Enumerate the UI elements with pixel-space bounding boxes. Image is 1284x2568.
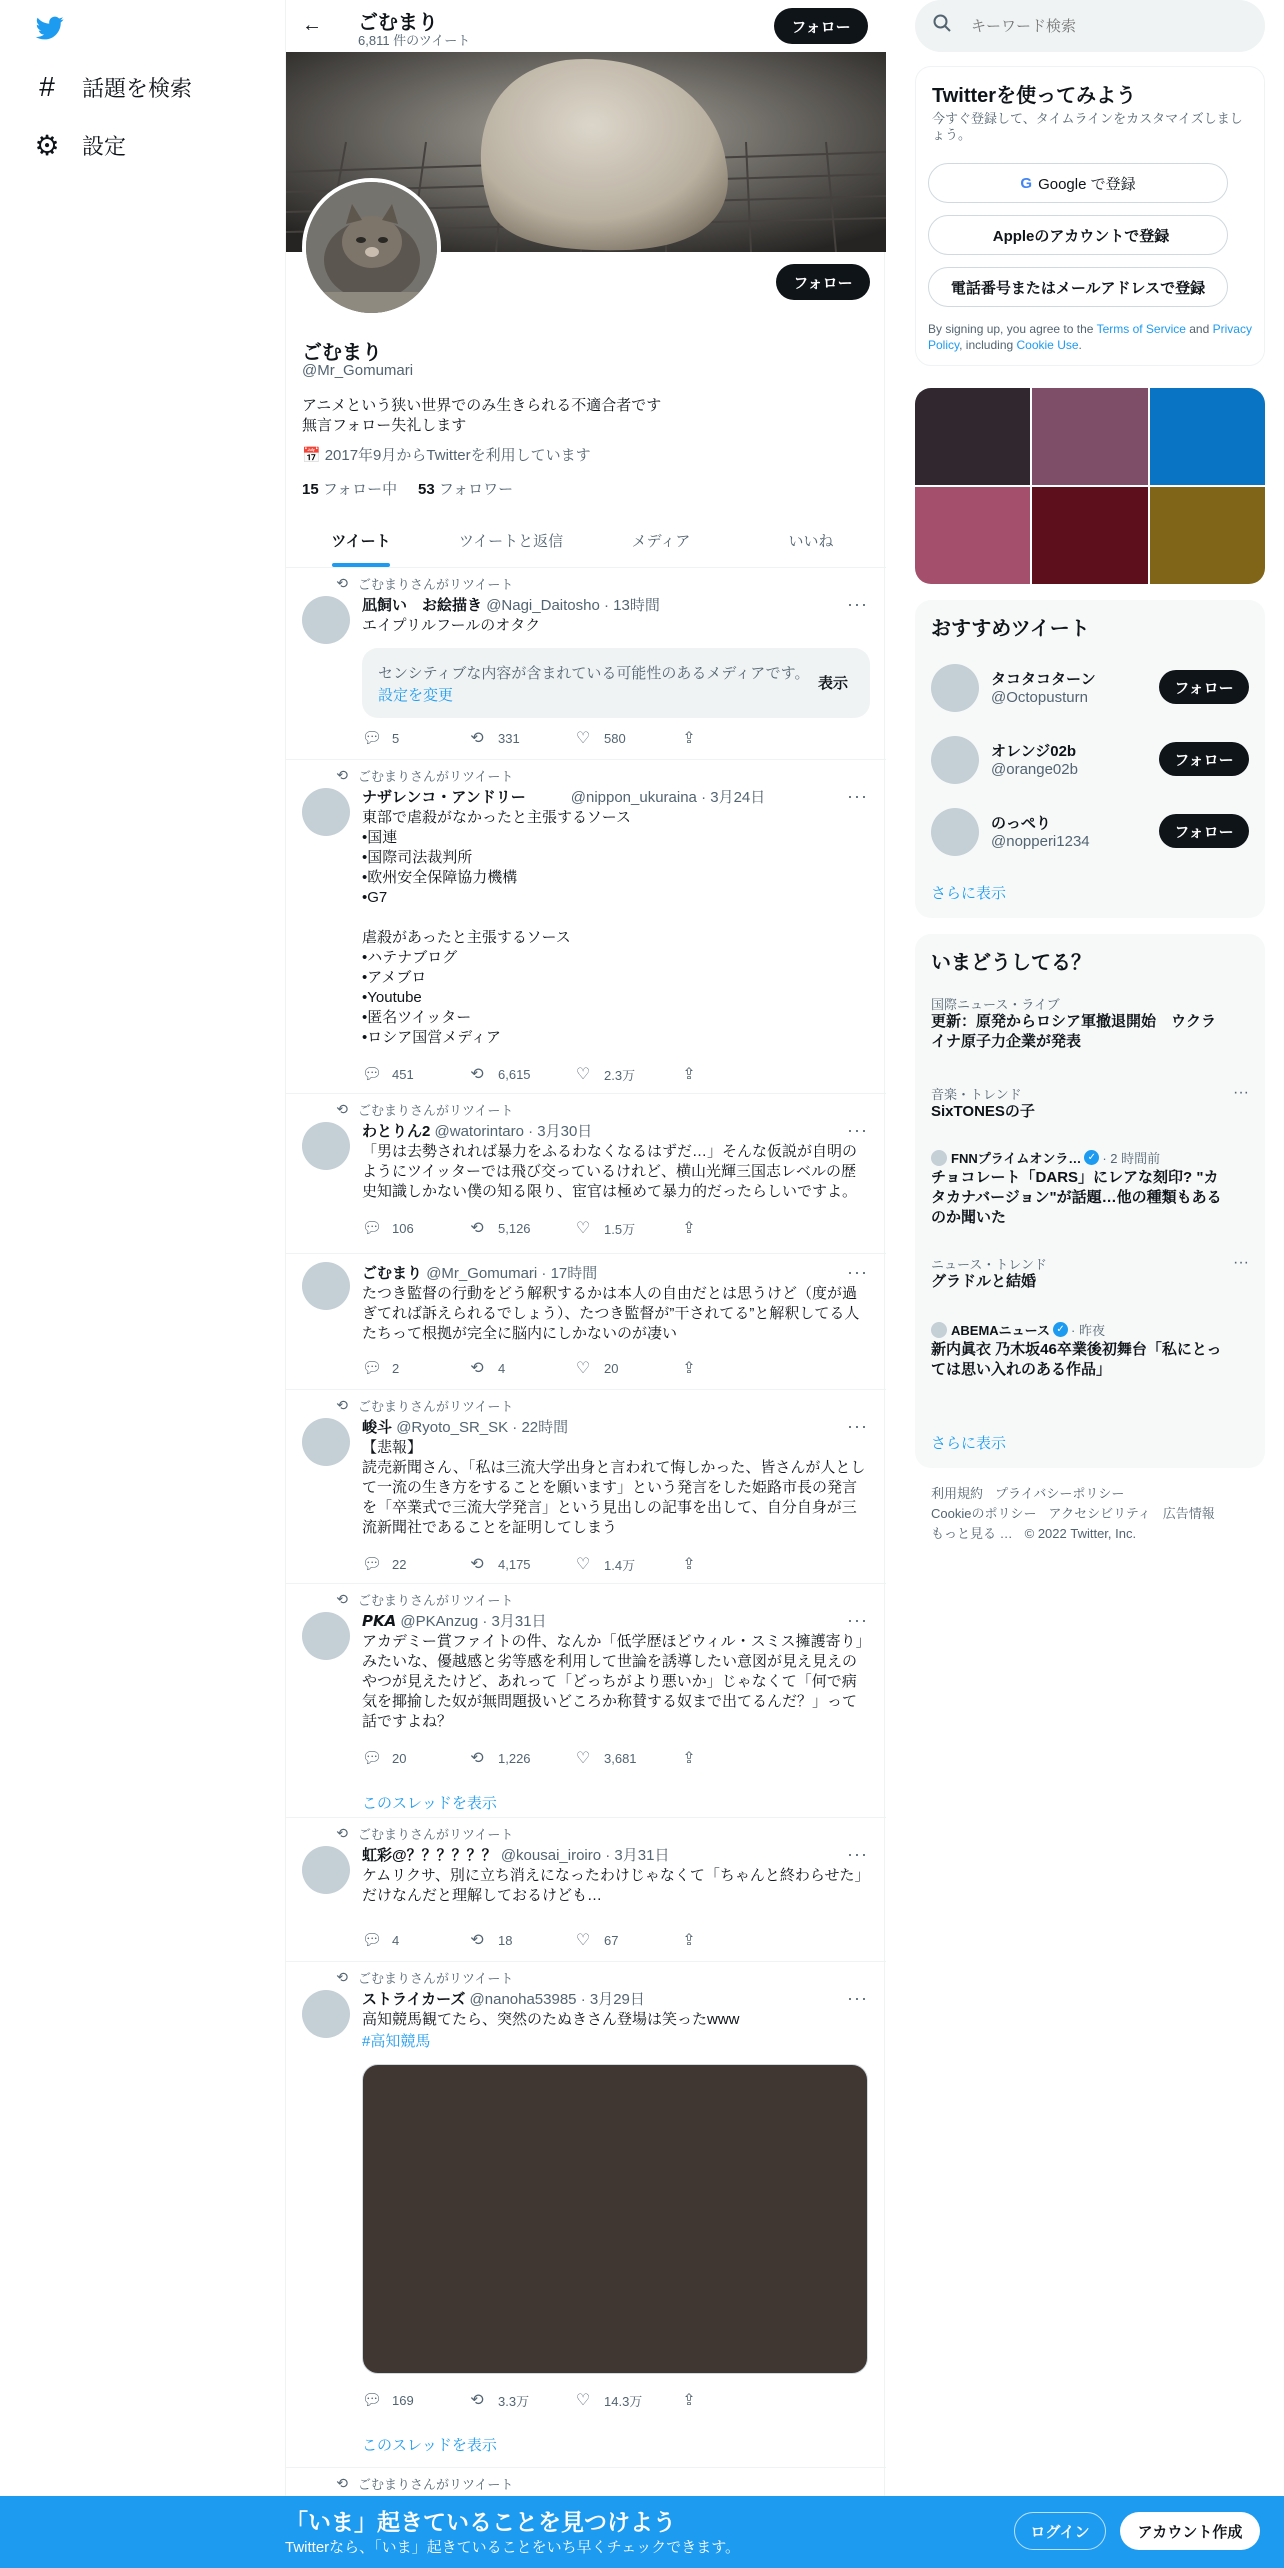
trend-context: 音楽・トレンド	[931, 1087, 1022, 1102]
tweet[interactable]	[286, 1962, 886, 2468]
share-icon: ⇪	[682, 1556, 696, 1573]
reply-icon: 💬︎	[362, 1066, 383, 1083]
phone-email-signup-label: 電話番号またはメールアドレスで登録	[950, 279, 1206, 297]
footer-link-accessibility[interactable]: アクセシビリティ	[1048, 1506, 1151, 1521]
tweet-actions	[362, 1748, 787, 1768]
tweet-text: 東部で虐殺がなかったと主張するソース •国連 •国際司法裁判所 •欧州安全保障協力機構 •G7 虐殺があったと主張するソース •ハテナブログ •アメブロ •Youtube •匿名ツイッター •ロシア国営メディア	[362, 809, 631, 1046]
tab-tweets-replies[interactable]: ツイートと返信	[458, 533, 564, 550]
tweet-text: 「男は去勢されれば暴力をふるわなくなるはずだ…」そんな仮説が自明のようにツイッターでは飛び交っているけれど、横山光輝三国志レベルの歴史知識しかない僕の知る限り、宦官は極めて暴力的だったらしいですよ。	[362, 1143, 858, 1200]
bottom-bar-subtitle: Twitterなら、「いま」起きていることをいち早くチェックできます。	[285, 2539, 741, 2556]
tweet-meta[interactable]: @Mr_Gomumari · 17時間	[426, 1265, 598, 1282]
follow-suggestion[interactable]	[915, 724, 1265, 796]
follow-suggestion[interactable]	[915, 796, 1265, 868]
google-signup-button[interactable]	[928, 163, 1228, 203]
heart-icon: ♡	[575, 1360, 591, 1377]
footer-copyright: © 2022 Twitter, Inc.	[1024, 1526, 1137, 1541]
avatar[interactable]	[931, 736, 979, 784]
profile-tabs	[286, 514, 886, 568]
like-count: 14.3万	[604, 2393, 643, 2409]
calendar-icon: 📅	[302, 446, 321, 464]
retweet-count: 4	[498, 1360, 506, 1376]
trend-source: FNNプライムオンラ…	[951, 1151, 1082, 1166]
tweet-meta[interactable]: @watorintaro · 3月30日	[434, 1123, 593, 1140]
like-button[interactable]	[574, 728, 680, 748]
retweet-count: 6,615	[498, 1066, 531, 1082]
sidebar-footer	[931, 1484, 1261, 1544]
header-name: ごむまり	[358, 12, 438, 34]
retweet-button[interactable]	[468, 1358, 574, 1378]
retweet-icon: ⟲	[470, 1932, 484, 1949]
retweet-context-text: ごむまりさんがリツイート	[358, 2477, 514, 2492]
trend-item[interactable]	[915, 1084, 1265, 1134]
retweet-icon: ⟲	[336, 575, 348, 591]
retweet-context-text: ごむまりさんがリツイート	[358, 577, 514, 592]
heart-icon: ♡	[575, 1556, 591, 1573]
tweet-author-name[interactable]: わとりん2	[362, 1123, 431, 1140]
profile-bio-line1: アニメという狭い世界でのみ生きられる不適合者です	[302, 397, 662, 414]
reply-icon: 💬︎	[362, 730, 383, 747]
retweet-button[interactable]	[468, 1218, 574, 1238]
trend-title: 更新：原発からロシア軍撤退開始 ウクライナ原子力企業が発表	[931, 1013, 1217, 1050]
followers-count: 53	[418, 481, 435, 498]
retweet-context-text: ごむまりさんがリツイート	[358, 1399, 514, 1414]
profile-following[interactable]	[302, 478, 397, 499]
tweet-author-name[interactable]: 峻斗	[362, 1419, 393, 1436]
retweet-context	[332, 574, 513, 593]
retweet-context-text: ごむまりさんがリツイート	[358, 1971, 514, 1986]
retweet-button[interactable]	[468, 1064, 574, 1084]
nav-explore[interactable]	[34, 58, 192, 116]
show-thread-link[interactable]: このスレッドを表示	[362, 2437, 497, 2454]
share-button[interactable]	[680, 1218, 786, 1238]
trend-title: チョコレート「DARS」にレアな刻印? "カタカナバージョン"が話題…他の種類もあるのか聞いた	[931, 1169, 1222, 1226]
tab-media[interactable]: メディア	[631, 533, 691, 550]
tweet-actions	[362, 2390, 787, 2410]
reply-count: 169	[392, 2392, 414, 2408]
share-button[interactable]	[680, 1064, 786, 1084]
share-icon: ⇪	[682, 1066, 696, 1083]
footer-link-more[interactable]: もっと見る …	[931, 1526, 1013, 1541]
legal-prefix: By signing up, you agree to the	[928, 322, 1097, 336]
more-icon[interactable]: ···	[847, 1844, 868, 1864]
share-button[interactable]	[680, 728, 786, 748]
reply-icon: 💬︎	[362, 1556, 383, 1573]
cat-avatar-photo	[306, 182, 437, 313]
like-count: 1.5万	[604, 1221, 636, 1237]
heart-icon: ♡	[575, 1932, 591, 1949]
sensitive-media-warning	[362, 648, 870, 718]
footer-link-ads[interactable]: 広告情報	[1162, 1506, 1215, 1521]
share-icon: ⇪	[682, 2392, 696, 2409]
retweet-icon: ⟲	[470, 1220, 484, 1237]
like-button[interactable]	[574, 1930, 680, 1950]
trend-context: ニュース・トレンド	[931, 1257, 1048, 1272]
tweet-video[interactable]	[362, 2064, 868, 2374]
retweet-icon: ⟲	[470, 730, 484, 747]
profile-follow-button[interactable]: フォロー	[776, 264, 870, 300]
more-icon[interactable]: ···	[847, 1416, 868, 1436]
reply-count: 20	[392, 1750, 407, 1766]
avatar[interactable]	[302, 1612, 350, 1660]
bottom-signup-bar	[0, 2496, 1284, 2568]
tab-likes[interactable]: いいね	[788, 533, 834, 550]
retweet-count: 1,226	[498, 1750, 531, 1766]
signup-legal	[928, 321, 1254, 353]
profile-avatar[interactable]	[302, 178, 441, 317]
more-icon[interactable]: ···	[847, 594, 868, 614]
profile-joined	[302, 444, 591, 465]
retweet-context	[332, 1100, 513, 1119]
profile-followers[interactable]	[418, 478, 513, 499]
reply-icon: 💬︎	[362, 1220, 383, 1237]
reply-button[interactable]	[362, 1358, 468, 1378]
trend-context-row	[931, 1320, 1105, 1339]
apple-signup-button[interactable]	[928, 215, 1228, 255]
signup-title: Twitterを使ってみよう	[932, 85, 1137, 107]
retweet-icon: ⟲	[336, 2475, 348, 2491]
google-icon: G	[1020, 174, 1033, 192]
retweet-icon: ⟲	[336, 1397, 348, 1413]
follow-button[interactable]: フォロー	[1159, 742, 1249, 776]
reply-icon: 💬︎	[362, 1750, 383, 1767]
like-button[interactable]	[574, 2390, 680, 2410]
header-tweet-count: 6,811 件のツイート	[358, 33, 471, 48]
more-icon[interactable]: ···	[1233, 1254, 1249, 1271]
reply-count: 4	[392, 1932, 400, 1948]
retweet-icon: ⟲	[470, 1556, 484, 1573]
retweet-icon: ⟲	[470, 1360, 484, 1377]
retweet-icon: ⟲	[336, 1825, 348, 1841]
verified-icon: ✓	[1084, 1150, 1099, 1165]
avatar[interactable]	[931, 808, 979, 856]
like-count: 20	[604, 1360, 619, 1376]
reply-count: 451	[392, 1066, 414, 1082]
avatar[interactable]	[302, 1846, 350, 1894]
tweet-text: アカデミー賞ファイトの件、なんか「低学歴ほどウィル・スミス擁護寄り」みたいな、優越感と劣等感を利用して世論を誘導したい意図が見え見えのやつが見えたけど、あれって「どっちがより悪いか」じゃなくて「何で病気を揶揄した奴が無問題扱いどころか称賛する奴まで出てるんだ？」って話ですよね？	[362, 1633, 864, 1730]
more-icon[interactable]: ···	[847, 1120, 868, 1140]
retweet-context	[332, 766, 513, 785]
back-arrow-icon[interactable]: ←	[302, 14, 322, 36]
retweet-icon: ⟲	[336, 1101, 348, 1117]
reply-button[interactable]	[362, 1554, 468, 1574]
tweet[interactable]	[286, 1094, 886, 1254]
share-icon: ⇪	[682, 730, 696, 747]
reply-icon: 💬︎	[362, 2392, 383, 2409]
retweet-count: 331	[498, 730, 520, 746]
google-signup-label: Google で登録	[1038, 175, 1136, 193]
reply-button[interactable]	[362, 1748, 468, 1768]
retweet-context-text: ごむまりさんがリツイート	[358, 769, 514, 784]
media-thumbnail[interactable]	[915, 487, 1030, 584]
tweet-actions	[362, 1358, 787, 1378]
reply-icon: 💬︎	[362, 1932, 383, 1949]
hashtag-icon: #	[39, 71, 55, 102]
following-label: フォロー中	[322, 481, 398, 498]
who-to-follow-title: おすすめツイート	[931, 618, 1090, 640]
retweet-context-text: ごむまりさんがリツイート	[358, 1103, 514, 1118]
reply-count: 5	[392, 730, 400, 746]
reply-button[interactable]	[362, 1930, 468, 1950]
retweet-icon: ⟲	[336, 1969, 348, 1985]
tweet-actions	[362, 1218, 787, 1238]
like-button[interactable]	[574, 1064, 680, 1084]
who-to-follow-panel	[915, 600, 1265, 918]
retweet-context	[332, 1590, 513, 1609]
media-thumbnail[interactable]	[1032, 487, 1147, 584]
reply-button[interactable]	[362, 728, 468, 748]
avatar[interactable]	[302, 788, 350, 836]
media-grid	[915, 388, 1265, 584]
share-button[interactable]	[680, 1748, 786, 1768]
like-button[interactable]	[574, 1218, 680, 1238]
share-button[interactable]	[680, 2390, 786, 2410]
share-button[interactable]	[680, 1554, 786, 1574]
reply-icon: 💬︎	[362, 1360, 383, 1377]
trend-context: 国際ニュース・ライブ	[931, 997, 1060, 1012]
twitter-logo-icon[interactable]	[34, 14, 66, 42]
source-avatar	[931, 1322, 947, 1338]
trend-item[interactable]	[915, 1254, 1265, 1304]
media-thumbnail[interactable]	[915, 388, 1030, 485]
follow-suggestion[interactable]	[915, 652, 1265, 724]
who-to-follow-more-link[interactable]: さらに表示	[931, 885, 1007, 902]
suggestion-handle: @nopperi1234	[991, 833, 1090, 850]
legal-period: .	[1078, 338, 1082, 352]
like-button[interactable]	[574, 1748, 680, 1768]
trend-title: 新内眞衣 乃木坂46卒業後初舞台「私にとっては思い入れのある作品」	[931, 1341, 1222, 1378]
reply-button[interactable]	[362, 2390, 468, 2410]
tweet-author-name[interactable]: ナザレンコ・アンドリー	[362, 789, 526, 806]
suggestion-name: オレンジ02b	[991, 743, 1077, 760]
suggestion-handle: @orange02b	[991, 761, 1078, 778]
more-icon[interactable]: ···	[847, 786, 868, 806]
tweet-meta[interactable]: @nanoha53985 · 3月29日	[469, 1991, 645, 2008]
tweet-actions	[362, 1064, 787, 1084]
share-button[interactable]	[680, 1930, 786, 1950]
retweet-context	[332, 1968, 513, 1987]
retweet-icon: ⟲	[470, 2392, 484, 2409]
trend-title: SixTONESの子	[931, 1103, 1035, 1120]
tweet[interactable]	[286, 568, 886, 760]
retweet-count: 3.3万	[498, 2393, 530, 2409]
tweet-text: ケムリクサ、別に立ち消えになったわけじゃなくて「ちゃんと終わらせた」だけなんだと理解しておるけども…	[362, 1867, 870, 1904]
tweet-author-name[interactable]: ストライカーズ	[362, 1991, 466, 2008]
avatar[interactable]	[302, 1262, 350, 1310]
tweet[interactable]	[286, 1584, 886, 1818]
retweet-context-text: ごむまりさんがリツイート	[358, 1593, 514, 1608]
more-icon[interactable]: ···	[1233, 1084, 1249, 1101]
share-button[interactable]	[680, 1358, 786, 1378]
share-icon: ⇪	[682, 1750, 696, 1767]
main-column	[285, 0, 885, 2568]
more-icon[interactable]: ···	[847, 1610, 868, 1630]
suggestion-name: タコタコターン	[991, 671, 1096, 688]
follow-button[interactable]: フォロー	[1159, 670, 1249, 704]
cookie-link[interactable]: Cookie Use	[1016, 338, 1079, 352]
tweet[interactable]	[286, 1818, 886, 1962]
verified-icon: ✓	[1053, 1322, 1068, 1337]
more-icon[interactable]: ···	[847, 1262, 868, 1282]
heart-icon: ♡	[575, 1220, 591, 1237]
tweet[interactable]	[286, 1390, 886, 1584]
login-button[interactable]: ログイン	[1014, 2512, 1106, 2550]
tweet-author-name[interactable]: 𝙋𝙆𝘼	[362, 1613, 397, 1630]
trend-source: ABEMAニュース	[951, 1323, 1051, 1338]
more-icon[interactable]: ···	[847, 1988, 868, 2008]
show-thread-link[interactable]: このスレッドを表示	[362, 1795, 497, 1812]
follow-button[interactable]: フォロー	[1159, 814, 1249, 848]
avatar[interactable]	[931, 664, 979, 712]
retweet-context	[332, 1396, 513, 1415]
heart-icon: ♡	[575, 730, 591, 747]
nav-explore-label: 話題を検索	[82, 75, 193, 101]
trend-time: · 昨夜	[1071, 1323, 1105, 1338]
retweet-icon: ⟲	[470, 1066, 484, 1083]
retweet-button[interactable]	[468, 1554, 574, 1574]
retweet-button[interactable]	[468, 2390, 574, 2410]
tweet-author-name[interactable]: 凪飼い お絵描き	[362, 597, 483, 614]
legal-including: , including	[959, 338, 1017, 352]
tweet-author-name[interactable]: ごむまり	[362, 1265, 423, 1282]
like-count: 67	[604, 1932, 619, 1948]
media-thumbnail[interactable]	[1150, 487, 1265, 584]
trend-item[interactable]	[915, 994, 1265, 1064]
tweet-text: たつき監督の行動をどう解釈するかは本人の自由だとは思うけど（度が過ぎてれば訴えられるでしょう）、たつき監督が”干されてる”と解釈してる人たちって根拠が完全に脳内にしかないのが凄い	[362, 1285, 860, 1342]
share-icon: ⇪	[682, 1360, 696, 1377]
bottom-bar-title: 「いま」起きていることを見つけよう	[285, 2509, 676, 2535]
heart-icon: ♡	[575, 2392, 591, 2409]
source-avatar	[931, 1150, 947, 1166]
trend-title: グラドルと結婚	[931, 1273, 1037, 1290]
like-count: 580	[604, 730, 626, 746]
tweet-meta[interactable]: @PKAnzug · 3月31日	[400, 1613, 547, 1630]
tweet-text: エイプリルフールのオタク	[362, 617, 541, 634]
reply-count: 2	[392, 1360, 400, 1376]
search-box[interactable]	[915, 0, 1265, 52]
tweet-meta[interactable]: @Nagi_Daitosho · 13時間	[486, 597, 660, 614]
retweet-count: 4,175	[498, 1556, 531, 1572]
nav-settings[interactable]	[34, 116, 126, 174]
tweet-meta[interactable]: @kousai_iroiro · 3月31日	[500, 1847, 670, 1864]
reply-button[interactable]	[362, 1218, 468, 1238]
like-button[interactable]	[574, 1358, 680, 1378]
profile-joined-text: 2017年9月からTwitterを利用しています	[324, 447, 591, 464]
profile-header-bar	[286, 0, 886, 52]
retweet-count: 18	[498, 1932, 513, 1948]
tweet-author-name[interactable]: 虹彩@？？？？？？	[362, 1847, 497, 1864]
footer-link-cookie[interactable]: Cookieのポリシー	[931, 1506, 1037, 1521]
retweet-icon: ⟲	[470, 1750, 484, 1767]
tweet[interactable]	[286, 760, 886, 1094]
share-icon: ⇪	[682, 1932, 696, 1949]
like-count: 2.3万	[604, 1067, 636, 1083]
header-follow-button[interactable]: フォロー	[774, 8, 868, 44]
retweet-icon: ⟲	[336, 1591, 348, 1607]
like-count: 1.4万	[604, 1557, 636, 1573]
profile-handle: @Mr_Gomumari	[302, 362, 414, 379]
trend-item[interactable]	[915, 1148, 1265, 1228]
retweet-icon: ⟲	[336, 767, 348, 783]
followers-label: フォロワー	[438, 481, 514, 498]
search-icon	[933, 14, 951, 32]
heart-icon: ♡	[575, 1066, 591, 1083]
sensitive-text: センシティブな内容が含まれている可能性のあるメディアです。	[378, 665, 810, 682]
profile-name: ごむまり	[302, 342, 382, 364]
apple-signup-label: Appleのアカウントで登録	[992, 227, 1170, 245]
like-button[interactable]	[574, 1554, 680, 1574]
tweet-actions	[362, 1930, 787, 1950]
media-thumbnail[interactable]	[1032, 388, 1147, 485]
suggestion-handle: @Octopusturn	[991, 689, 1088, 706]
reply-count: 22	[392, 1556, 407, 1572]
trend-item[interactable]	[915, 1320, 1265, 1400]
search-input[interactable]	[971, 14, 1241, 38]
avatar[interactable]	[302, 1122, 350, 1170]
footer-link-terms[interactable]: 利用規約	[931, 1486, 984, 1501]
create-account-button[interactable]: アカウント作成	[1120, 2512, 1260, 2550]
tweet-actions	[362, 728, 787, 748]
avatar[interactable]	[302, 1990, 350, 2038]
terms-link[interactable]: Terms of Service	[1096, 322, 1186, 336]
signup-subtitle: 今すぐ登録して、タイムラインをカスタマイズしましょう。	[932, 111, 1243, 142]
hashtag-link[interactable]: #高知競馬	[362, 2033, 431, 2050]
tweet[interactable]	[286, 1254, 886, 1390]
footer-link-privacy[interactable]: プライバシーポリシー	[995, 1486, 1125, 1501]
sensitive-settings-link[interactable]: 設定を変更	[378, 687, 454, 704]
trends-title: いまどうしてる？	[931, 952, 1091, 974]
profile-bio-line2: 無言フォロー失礼します	[302, 417, 467, 434]
trend-time: · 2 時間前	[1102, 1151, 1161, 1166]
media-thumbnail[interactable]	[1150, 388, 1265, 485]
retweet-context	[332, 2474, 513, 2493]
tweet-text: 【悲報】 読売新聞さん、「私は三流大学出身と言われて悔しかった、皆さんが人として一流の生き方をすることを願います」という発言をした姫路市長の発言を「卒業式で三流大学発言」という見出しの記事を出して、自分自身が三流新聞社であることを証明してしまう	[362, 1439, 866, 1536]
tweet-meta[interactable]: @nippon_ukuraina · 3月24日	[570, 789, 766, 806]
tab-tweets[interactable]: ツイート	[286, 514, 436, 567]
retweet-button[interactable]	[468, 1930, 574, 1950]
retweet-button[interactable]	[468, 728, 574, 748]
sensitive-show-button[interactable]: 表示	[818, 675, 849, 692]
following-count: 15	[302, 481, 319, 498]
privacy-link[interactable]: Privacy Policy	[928, 322, 1252, 352]
avatar[interactable]	[302, 596, 350, 644]
phone-email-signup-button[interactable]	[928, 267, 1228, 307]
trend-context-row	[931, 1148, 1160, 1167]
avatar[interactable]	[302, 1418, 350, 1466]
gear-icon: ⚙	[34, 129, 60, 161]
trends-panel	[915, 934, 1265, 1468]
reply-count: 106	[392, 1220, 414, 1236]
share-icon: ⇪	[682, 1220, 696, 1237]
heart-icon: ♡	[575, 1750, 591, 1767]
legal-and: and	[1185, 322, 1213, 336]
tweet-actions	[362, 1554, 787, 1574]
tweet-meta[interactable]: @Ryoto_SR_SK · 22時間	[396, 1419, 569, 1436]
retweet-button[interactable]	[468, 1748, 574, 1768]
retweet-context	[332, 1824, 513, 1843]
trends-more-link[interactable]: さらに表示	[931, 1435, 1007, 1452]
like-count: 3,681	[604, 1750, 637, 1766]
retweet-count: 5,126	[498, 1220, 531, 1236]
signup-panel	[915, 66, 1265, 366]
retweet-context-text: ごむまりさんがリツイート	[358, 1827, 514, 1842]
suggestion-name: のっぺり	[991, 815, 1051, 832]
reply-button[interactable]	[362, 1064, 468, 1084]
nav-settings-label: 設定	[82, 133, 127, 159]
tweet-text: 高知競馬観てたら、突然のたぬきさん登場は笑ったwww	[362, 2011, 740, 2028]
